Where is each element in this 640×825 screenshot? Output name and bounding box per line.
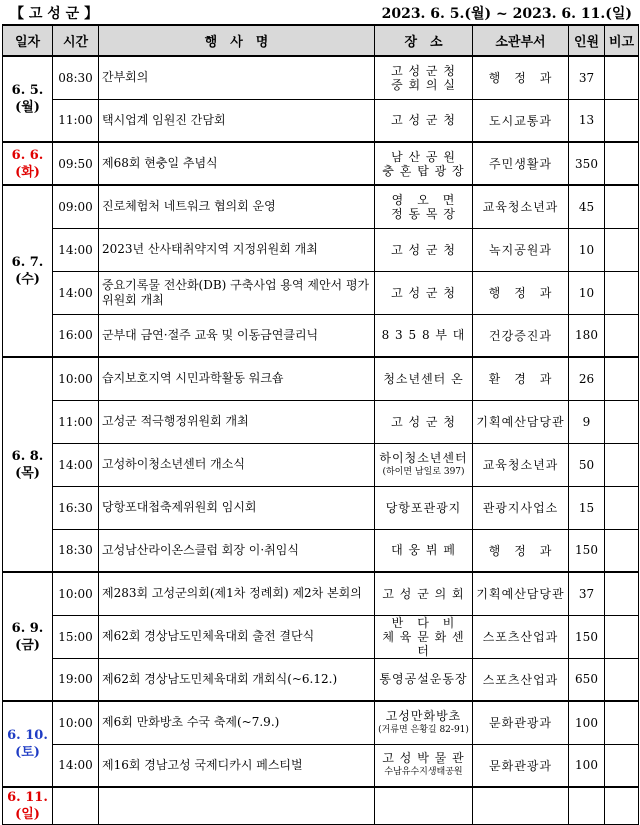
date-range: 2023. 6. 5.(월) ~ 2023. 6. 11.(일) bbox=[381, 6, 632, 22]
event-time: 10:00 bbox=[53, 701, 99, 744]
event-name: 습지보호지역 시민과학활동 워크숍 bbox=[99, 357, 375, 400]
event-attendee-count: 9 bbox=[569, 400, 605, 443]
place-line: 대 웅 뷔 페 bbox=[391, 543, 456, 558]
event-attendee-count: 50 bbox=[569, 443, 605, 486]
place-line: 고 성 군 청 bbox=[391, 285, 456, 300]
col-header-place: 장 소 bbox=[375, 25, 473, 56]
event-name: 2023년 산사태취약지역 지정위원회 개최 bbox=[99, 228, 375, 271]
weekly-schedule-table bbox=[2, 24, 639, 825]
event-department: 교육청소년과 bbox=[473, 443, 569, 486]
day-date: 6. 10. bbox=[7, 728, 48, 743]
event-attendee-count: 150 bbox=[569, 529, 605, 572]
event-place bbox=[375, 357, 473, 400]
event-place bbox=[375, 701, 473, 744]
event-note bbox=[605, 701, 639, 744]
day-of-week: (토) bbox=[15, 745, 40, 760]
day-date: 6. 9. bbox=[11, 620, 44, 636]
event-department: 관광지사업소 bbox=[473, 486, 569, 529]
event-department: 스포츠산업과 bbox=[473, 658, 569, 701]
table-row bbox=[3, 744, 639, 787]
event-place bbox=[375, 185, 473, 228]
event-department: 스포츠산업과 bbox=[473, 615, 569, 658]
event-note bbox=[605, 615, 639, 658]
event-time: 16:00 bbox=[53, 314, 99, 357]
event-department: 문화관광과 bbox=[473, 701, 569, 744]
event-note bbox=[605, 486, 639, 529]
place-line: 고 성 군 청 bbox=[391, 242, 456, 257]
day-of-week: (화) bbox=[15, 164, 40, 180]
col-header-time: 시간 bbox=[53, 25, 99, 56]
event-name: 제16회 경남고성 국제디카시 페스티벌 bbox=[99, 744, 375, 787]
event-attendee-count: 45 bbox=[569, 185, 605, 228]
day-of-week: (금) bbox=[15, 637, 40, 653]
event-note bbox=[605, 787, 639, 824]
event-time: 14:00 bbox=[53, 271, 99, 314]
place-line: 통영공설운동장 bbox=[379, 672, 468, 687]
event-time: 14:00 bbox=[53, 228, 99, 271]
event-department: 도시교통과 bbox=[473, 99, 569, 142]
event-note bbox=[605, 271, 639, 314]
event-department: 행 정 과 bbox=[473, 271, 569, 314]
event-time: 14:00 bbox=[53, 744, 99, 787]
event-note bbox=[605, 658, 639, 701]
event-department: 기획예산담당관 bbox=[473, 572, 569, 615]
event-time: 08:30 bbox=[53, 56, 99, 99]
table-row bbox=[3, 443, 639, 486]
event-place bbox=[375, 529, 473, 572]
event-place bbox=[375, 443, 473, 486]
event-attendee-count: 100 bbox=[569, 744, 605, 787]
place-line: 정 동 목 장 bbox=[391, 206, 456, 221]
event-department bbox=[473, 787, 569, 824]
event-attendee-count: 37 bbox=[569, 56, 605, 99]
event-time: 18:30 bbox=[53, 529, 99, 572]
header-row bbox=[3, 25, 639, 56]
place-line: 고 성 박 물 관 bbox=[382, 751, 465, 766]
table-row bbox=[3, 529, 639, 572]
table-row bbox=[3, 56, 639, 99]
day-cell bbox=[3, 185, 53, 357]
event-place bbox=[375, 486, 473, 529]
place-subline: 수남유수지생태공원 bbox=[384, 767, 463, 778]
place-line: 당항포관광지 bbox=[385, 500, 462, 515]
col-header-date: 일자 bbox=[3, 25, 53, 56]
event-department: 행 정 과 bbox=[473, 529, 569, 572]
event-note bbox=[605, 572, 639, 615]
day-of-week: (일) bbox=[15, 806, 40, 822]
event-attendee-count: 26 bbox=[569, 357, 605, 400]
event-time: 10:00 bbox=[53, 572, 99, 615]
day-cell bbox=[3, 787, 53, 824]
place-line: 하이청소년센터 bbox=[379, 450, 468, 465]
event-attendee-count: 10 bbox=[569, 271, 605, 314]
event-note bbox=[605, 400, 639, 443]
event-time: 16:30 bbox=[53, 486, 99, 529]
event-attendee-count: 10 bbox=[569, 228, 605, 271]
day-of-week: (목) bbox=[15, 465, 40, 481]
event-department: 기획예산담당관 bbox=[473, 400, 569, 443]
table-row bbox=[3, 400, 639, 443]
event-place bbox=[375, 314, 473, 357]
event-department: 건강증진과 bbox=[473, 314, 569, 357]
table-row bbox=[3, 185, 639, 228]
place-line: 청소년센터 온 bbox=[383, 371, 464, 386]
place-subline: (하이면 남일로 397) bbox=[382, 466, 465, 477]
event-name: 택시업계 임원진 간담회 bbox=[99, 99, 375, 142]
event-place bbox=[375, 56, 473, 99]
event-name: 간부회의 bbox=[99, 56, 375, 99]
day-cell bbox=[3, 56, 53, 142]
event-place bbox=[375, 787, 473, 824]
event-attendee-count: 180 bbox=[569, 314, 605, 357]
day-date: 6. 7. bbox=[11, 255, 44, 270]
day-of-week: (월) bbox=[15, 100, 40, 115]
event-department: 교육청소년과 bbox=[473, 185, 569, 228]
event-time: 09:00 bbox=[53, 185, 99, 228]
event-place bbox=[375, 271, 473, 314]
event-note bbox=[605, 529, 639, 572]
place-line: 고 성 군 청 bbox=[391, 414, 456, 429]
event-note bbox=[605, 443, 639, 486]
event-place bbox=[375, 744, 473, 787]
event-attendee-count: 150 bbox=[569, 615, 605, 658]
event-place bbox=[375, 658, 473, 701]
event-name: 고성하이청소년센터 개소식 bbox=[99, 443, 375, 486]
event-note bbox=[605, 99, 639, 142]
event-time: 15:00 bbox=[53, 615, 99, 658]
event-attendee-count bbox=[569, 787, 605, 824]
day-cell bbox=[3, 357, 53, 572]
event-name: 군부대 금연·절주 교육 및 이동금연클리닉 bbox=[99, 314, 375, 357]
table-row bbox=[3, 658, 639, 701]
event-attendee-count: 37 bbox=[569, 572, 605, 615]
event-name: 중요기록물 전산화(DB) 구축사업 용역 제안서 평가위원회 개최 bbox=[99, 271, 375, 314]
event-name: 고성군 적극행정위원회 개최 bbox=[99, 400, 375, 443]
place-line: 고성만화방초 bbox=[385, 708, 462, 723]
col-header-attendees: 인원 bbox=[569, 25, 605, 56]
event-note bbox=[605, 744, 639, 787]
event-name: 당항포대첩축제위원회 임시회 bbox=[99, 486, 375, 529]
event-name: 제6회 만화방초 수국 축제(~7.9.) bbox=[99, 701, 375, 744]
day-cell bbox=[3, 142, 53, 185]
day-cell bbox=[3, 701, 53, 787]
event-attendee-count: 650 bbox=[569, 658, 605, 701]
event-note bbox=[605, 142, 639, 185]
table-row bbox=[3, 271, 639, 314]
report-header bbox=[0, 0, 640, 24]
col-header-note: 비고 bbox=[605, 25, 639, 56]
event-department: 녹지공원과 bbox=[473, 228, 569, 271]
organization-title: 【 고 성 군 】 bbox=[10, 6, 99, 22]
place-line: 영 오 면 bbox=[391, 192, 456, 207]
event-time: 14:00 bbox=[53, 443, 99, 486]
event-department: 문화관광과 bbox=[473, 744, 569, 787]
event-place bbox=[375, 615, 473, 658]
place-line: 고 성 군 의 회 bbox=[382, 586, 465, 601]
event-note bbox=[605, 185, 639, 228]
table-row bbox=[3, 99, 639, 142]
event-place bbox=[375, 400, 473, 443]
table-row bbox=[3, 357, 639, 400]
day-date: 6. 8. bbox=[11, 448, 44, 464]
table-row bbox=[3, 486, 639, 529]
event-note bbox=[605, 228, 639, 271]
event-name: 제62회 경상남도민체육대회 출전 결단식 bbox=[99, 615, 375, 658]
event-place bbox=[375, 142, 473, 185]
event-place bbox=[375, 572, 473, 615]
event-time: 11:00 bbox=[53, 99, 99, 142]
day-cell bbox=[3, 572, 53, 701]
table-row bbox=[3, 572, 639, 615]
table-row bbox=[3, 701, 639, 744]
event-name: 제62회 경상남도민체육대회 개회식(~6.12.) bbox=[99, 658, 375, 701]
day-date: 6. 6. bbox=[11, 147, 44, 163]
event-place bbox=[375, 99, 473, 142]
event-name: 고성남산라이온스클럽 회장 이·취임식 bbox=[99, 529, 375, 572]
event-attendee-count: 13 bbox=[569, 99, 605, 142]
event-department: 주민생활과 bbox=[473, 142, 569, 185]
event-time bbox=[53, 787, 99, 824]
event-time: 09:50 bbox=[53, 142, 99, 185]
event-attendee-count: 100 bbox=[569, 701, 605, 744]
event-name: 제283회 고성군의회(제1차 정례회) 제2차 본회의 bbox=[99, 572, 375, 615]
event-department: 환 경 과 bbox=[473, 357, 569, 400]
event-name: 제68회 현충일 추념식 bbox=[99, 142, 375, 185]
place-line: 반 다 비 bbox=[391, 615, 456, 630]
day-of-week: (수) bbox=[15, 272, 40, 287]
place-line: 중 회 의 실 bbox=[391, 77, 456, 92]
event-note bbox=[605, 56, 639, 99]
event-time: 11:00 bbox=[53, 400, 99, 443]
place-line: 8 3 5 8 부 대 bbox=[381, 328, 466, 343]
place-subline: (거류면 은황길 82-91) bbox=[378, 724, 469, 735]
table-row bbox=[3, 314, 639, 357]
col-header-department: 소관부서 bbox=[473, 25, 569, 56]
table-row bbox=[3, 142, 639, 185]
event-attendee-count: 15 bbox=[569, 486, 605, 529]
day-date: 6. 11. bbox=[7, 789, 48, 805]
event-name: 진로체험처 네트워크 협의회 운영 bbox=[99, 185, 375, 228]
table-row bbox=[3, 615, 639, 658]
place-line: 고 성 군 청 bbox=[391, 113, 456, 128]
place-line: 체 육 문 화 센 터 bbox=[382, 629, 465, 658]
table-row bbox=[3, 228, 639, 271]
event-time: 19:00 bbox=[53, 658, 99, 701]
event-attendee-count: 350 bbox=[569, 142, 605, 185]
event-note bbox=[605, 314, 639, 357]
table-row bbox=[3, 787, 639, 824]
place-line: 충 혼 탑 광 장 bbox=[382, 163, 465, 178]
event-place bbox=[375, 228, 473, 271]
place-line: 고 성 군 청 bbox=[391, 63, 456, 78]
day-date: 6. 5. bbox=[11, 83, 44, 98]
event-note bbox=[605, 357, 639, 400]
place-line: 남 산 공 원 bbox=[391, 149, 456, 164]
event-name bbox=[99, 787, 375, 824]
col-header-event: 행 사 명 bbox=[99, 25, 375, 56]
event-time: 10:00 bbox=[53, 357, 99, 400]
event-department: 행 정 과 bbox=[473, 56, 569, 99]
